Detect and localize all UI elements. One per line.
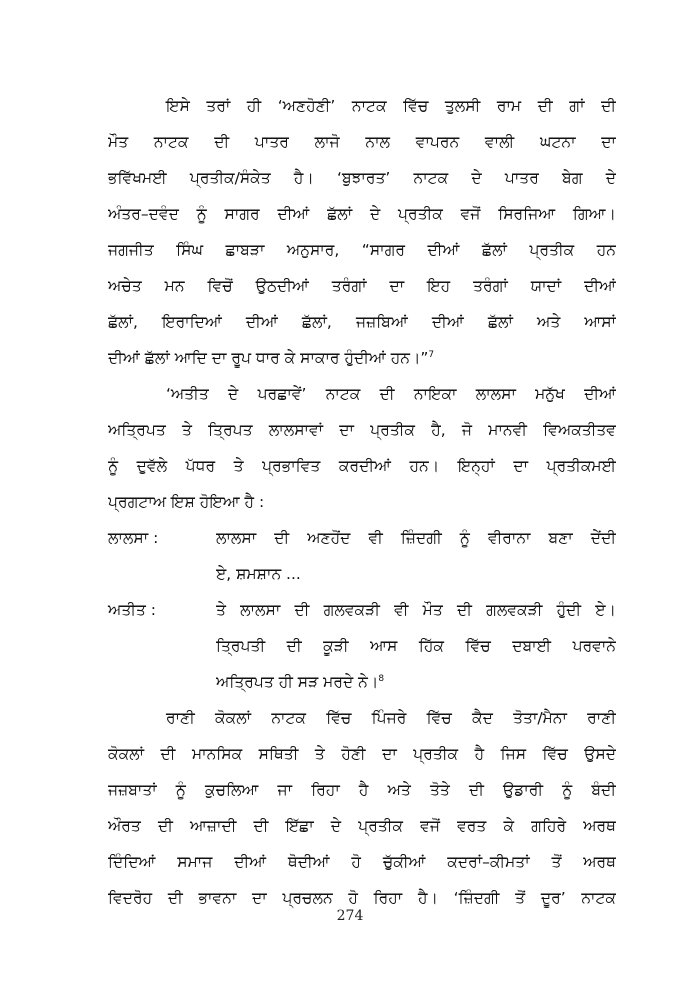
paragraph-1-line: ਛੱਲਾਂ, ਇਰਾਦਿਆਂ ਦੀਆਂ ਛੱਲਾਂ, ਜਜ਼ਬਿਆਂ ਦੀਆਂ ਛੱਲਾਂ ਅਤੇ ਆਸਾਂ	[108, 313, 616, 331]
paragraph-2-line: ‘ਅਤੀਤ ਦੇ ਪਰਛਾਵੇਂ’ ਨਾਟਕ ਦੀ ਨਾਇਕਾ ਲਾਲਸਾ ਮਨੁੱਖ ਦੀਆਂ	[166, 385, 616, 403]
paragraph-2-line: ਨੂੰ ਦੁਵੱਲੇ ਪੱਧਰ ਤੇ ਪ੍ਰਭਾਵਿਤ ਕਰਦੀਆਂ ਹਨ। ਇਨ੍ਹਾਂ ਦਾ ਪ੍ਰਤੀਕਮਈ	[108, 457, 616, 475]
paragraph-1-line: ਭਵਿੱਖਮਈ ਪ੍ਰਤੀਕ/ਸੰਕੇਤ ਹੈ। ‘ਬੁਝਾਰਤ’ ਨਾਟਕ ਦੇ ਪਾਤਰ ਬੇਗ ਦੇ	[108, 169, 616, 187]
paragraph-1-line: ਅਚੇਤ ਮਨ ਵਿਚੋਂ ਉਠਦੀਆਂ ਤਰੰਗਾਂ ਦਾ ਇਹ ਤਰੰਗਾਂ ਯਾਦਾਂ ਦੀਆਂ	[108, 277, 616, 295]
dialogue-last-text: ਅਤ੍ਰਿਪਤ ਹੀ ਸੜ ਮਰਦੇ ਨੇ।	[216, 673, 379, 691]
page-number: 274	[336, 908, 364, 924]
paragraph-3-line: ਰਾਣੀ ਕੋਕਲਾਂ ਨਾਟਕ ਵਿੱਚ ਪਿੰਜਰੇ ਵਿੱਚ ਕੈਦ ਤੋਤਾ/ਮੈਨਾ ਰਾਣੀ	[166, 709, 616, 727]
paragraph-3-line: ਦਿੰਦਿਆਂ ਸਮਾਜ ਦੀਆਂ ਥੋਦੀਆਂ ਹੋ ਚੁੱਕੀਆਂ ਕਦਰਾਂ–ਕੀਮਤਾਂ ਤੋਂ ਅਰਥ	[108, 853, 616, 871]
paragraph-3-line: ਕੋਕਲਾਂ ਦੀ ਮਾਨਸਿਕ ਸਥਿਤੀ ਤੇ ਹੋਣੀ ਦਾ ਪ੍ਰਤੀਕ ਹੈ ਜਿਸ ਵਿੱਚ ਉਸਦੇ	[108, 745, 616, 763]
speaker-label-ateet: ਅਤੀਤ :	[108, 601, 156, 619]
footnote-ref-7: 7	[428, 349, 435, 360]
paragraph-2-line: ਅਤ੍ਰਿਪਤ ਤੇ ਤ੍ਰਿਪਤ ਲਾਲਸਾਵਾਂ ਦਾ ਪ੍ਰਤੀਕ ਹੈ, ਜੋ ਮਾਨਵੀ ਵਿਅਕਤੀਤਵ	[108, 421, 616, 439]
paragraph-1-line: ਮੌਤ ਨਾਟਕ ਦੀ ਪਾਤਰ ਲਾਜੋ ਨਾਲ ਵਾਪਰਨ ਵਾਲੀ ਘਟਨਾ ਦਾ	[108, 133, 616, 151]
paragraph-1-line: ਅੰਤਰ–ਦਵੰਦ ਨੂੰ ਸਾਗਰ ਦੀਆਂ ਛੱਲਾਂ ਦੇ ਪ੍ਰਤੀਕ ਵਜੋਂ ਸਿਰਜਿਆ ਗਿਆ।	[108, 205, 616, 223]
speaker-label-lalsa: ਲਾਲਸਾ :	[108, 529, 159, 547]
dialogue-row-continuation	[108, 628, 616, 664]
paragraph-3-line: ਵਿਦਰੋਹ ਦੀ ਭਾਵਨਾ ਦਾ ਪ੍ਰਚਲਨ ਹੋ ਰਿਹਾ ਹੈ। ‘ਜ਼ਿੰਦਗੀ ਤੋਂ ਦੂਰ’ ਨਾਟਕ	[108, 889, 616, 907]
footnote-ref-8: 8	[378, 673, 385, 684]
paragraph-2	[108, 376, 616, 520]
paragraph-3-line: ਜਜ਼ਬਾਤਾਂ ਨੂੰ ਕੁਚਲਿਆ ਜਾ ਰਿਹਾ ਹੈ ਅਤੇ ਤੋਤੇ ਦੀ ਉਡਾਰੀ ਨੂੰ ਬੰਦੀ	[108, 781, 616, 799]
paragraph-1-last-line	[108, 340, 616, 376]
paragraph-1-line: ਜਗਜੀਤ ਸਿੰਘ ਛਾਬੜਾ ਅਨੁਸਾਰ, “ਸਾਗਰ ਦੀਆਂ ਛੱਲਾਂ ਪ੍ਰਤੀਕ ਹਨ	[108, 241, 616, 259]
paragraph-2-last-line: ਪ੍ਰਗਟਾਅ ਇਸ਼ ਹੋਇਆ ਹੈ :	[108, 493, 265, 511]
paragraph-1	[108, 88, 616, 376]
dialogue-block	[108, 520, 616, 700]
dialogue-row-continuation	[108, 556, 616, 592]
dialogue-text: ਤੇ ਲਾਲਸਾ ਦੀ ਗਲਵਕੜੀ ਵੀ ਮੌਤ ਦੀ ਗਲਵਕੜੀ ਹੁੰਦੀ ਏ।	[216, 601, 616, 619]
dialogue-row-continuation	[108, 664, 616, 700]
dialogue-text-last	[216, 664, 616, 700]
dialogue-row-ateet	[108, 592, 616, 628]
dialogue-text: ਤ੍ਰਿਪਤੀ ਦੀ ਕੂੜੀ ਆਸ ਹਿੱਕ ਵਿੱਚ ਦਬਾਈ ਪਰਵਾਨੇ	[216, 637, 616, 655]
paragraph-1-last-text: ਦੀਆਂ ਛੱਲਾਂ ਆਦਿ ਦਾ ਰੂਪ ਧਾਰ ਕੇ ਸਾਕਾਰ ਹੁੰਦੀਆਂ ਹਨ।”	[108, 349, 429, 367]
paragraph-3-line: ਔਰਤ ਦੀ ਆਜ਼ਾਦੀ ਦੀ ਇੱਛਾ ਦੇ ਪ੍ਰਤੀਕ ਵਜੋਂ ਵਰਤ ਕੇ ਗਹਿਰੇ ਅਰਥ	[108, 817, 616, 835]
paragraph-3	[108, 700, 616, 916]
dialogue-text: ਏ, ਸ਼ਮਸ਼ਾਨ ...	[216, 565, 301, 583]
dialogue-row-lalsa	[108, 520, 616, 556]
paragraph-1-line: ਇਸੇ ਤਰਾਂ ਹੀ ‘ਅਣਹੋਣੀ’ ਨਾਟਕ ਵਿੱਚ ਤੁਲਸੀ ਰਾਮ ਦੀ ਗਾਂ ਦੀ	[166, 97, 616, 115]
dialogue-text: ਲਾਲਸਾ ਦੀ ਅਣਹੋਂਦ ਵੀ ਜ਼ਿੰਦਗੀ ਨੂੰ ਵੀਰਾਨਾ ਬਣਾ ਦੇਂਦੀ	[216, 529, 616, 547]
